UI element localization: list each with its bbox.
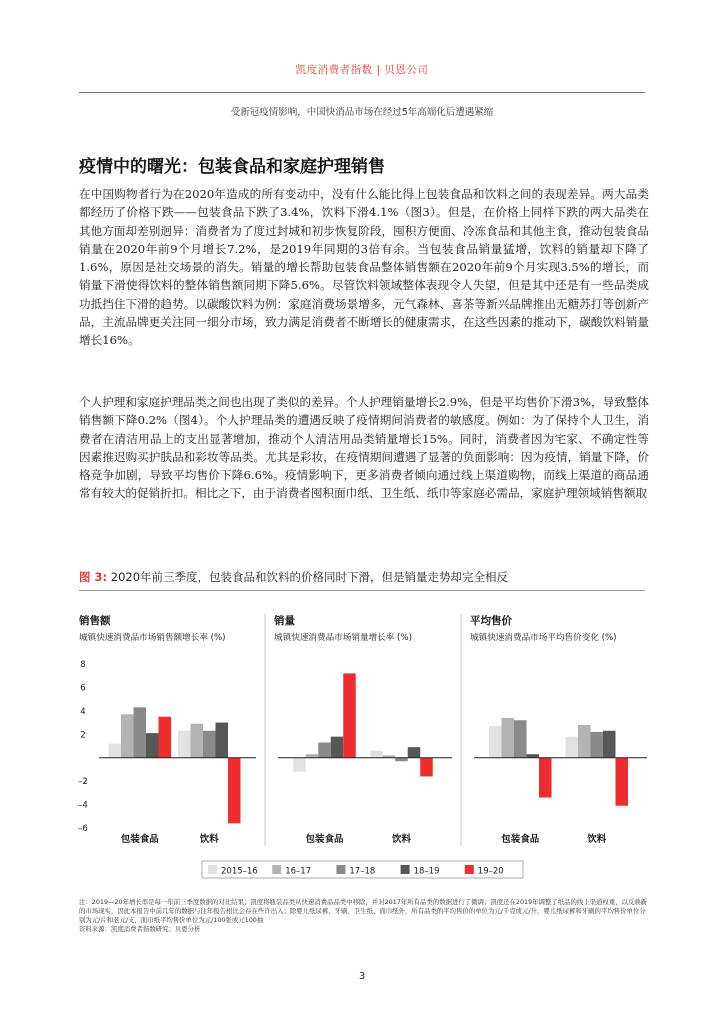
y-tick-label: –4 (78, 800, 88, 811)
bar-3-1-2 (502, 718, 515, 758)
bar-1-2-2 (191, 724, 204, 758)
bar-1-2-4 (216, 723, 229, 758)
legend-label-4: 18–19 (413, 866, 440, 877)
bar-1-2-1 (178, 731, 191, 758)
figure-title (79, 569, 508, 585)
bar-2-1-4 (331, 737, 344, 758)
bar-2-2-3 (395, 758, 408, 762)
bar-2-2-4 (408, 747, 421, 758)
x-category-label: 包装食品 (501, 834, 540, 845)
bar-3-1-1 (489, 726, 502, 758)
bar-2-1-5 (343, 673, 356, 757)
legend-label-5: 19–20 (477, 866, 504, 877)
bar-2-2-5 (420, 758, 433, 777)
y-tick-label: –6 (78, 824, 88, 834)
y-tick-label: 4 (80, 706, 86, 717)
bar-1-1-3 (134, 707, 147, 757)
y-tick-label: –2 (78, 777, 88, 788)
header-subtitle: 受新冠疫情影响，中国快消品市场在经过5年高端化后遭遇紧缩 (230, 107, 494, 118)
bar-3-2-2 (578, 725, 591, 758)
legend-swatch-3 (336, 865, 345, 874)
chart-title-2: 销量 (274, 615, 295, 627)
bar-3-1-4 (527, 754, 540, 758)
bar-2-1-2 (306, 754, 319, 758)
section-title: 疫情中的曙光：包装食品和家庭护理销售 (79, 157, 385, 177)
header-brand: 凯度消费者指数 | 贝恩公司 (295, 64, 429, 76)
x-category-label: 包装食品 (120, 834, 159, 845)
figure-caption: 2020年前三季度，包装食品和饮料的价格同时下滑，但是销量走势却完全相反 (110, 570, 509, 584)
bar-1-1-1 (109, 744, 122, 758)
legend-label-2: 16–17 (285, 866, 312, 877)
bar-1-2-3 (203, 731, 216, 758)
body-paragraph-1: 在中国购物者行为在2020年造成的所有变动中，没有什么能比得上包装食品和饮料之间的表现差异。两大品类都经历了价格下跌——包装食品下跌了3.4%，饮料下滑4.1%（图3）。但是，在价格上同样下跌的两大品类在其他方面却差别迥异：消费者为了度过封城和初步恢复阶段，囤积方便面、冷冻食品和其他主食，推动包装食品销量在2020年前9个月增长7.2%，是2019年同期的3倍有余。当包装食品销量猛增，饮料的销量却下降了1.6%，原因是社交场景的消失。销量的增长帮助包装食品整体销售额在2020年前9个月实现3.5%的增长，而销量下滑使得饮料的整体销售额同期下降5.6%。尽管饮料领域整体表现令人失望，但是其中还是有一些品类成功抵挡住下滑的趋势。以碳酸饮料为例：家庭消费场景增多，元气森林、喜茶等新兴品牌推出无糖苏打等创新产品，主流品牌更关注同一细分市场，致力满足消费者不断增长的健康需求，在这些因素的推动下，碳酸饮料销量增长16%。 (79, 187, 649, 348)
figure-number: 图 3: (79, 570, 108, 584)
y-tick-label: 2 (80, 730, 86, 741)
bar-3-2-3 (591, 732, 604, 758)
bar-2-2-1 (370, 751, 383, 758)
bar-3-1-5 (539, 758, 552, 798)
source-note: 资料来源：凯度消费者指数研究；贝恩分析 (79, 925, 201, 933)
page-number: 3 (358, 971, 366, 982)
legend-swatch-1 (208, 865, 217, 874)
footnote: 注：2019—20年增长率是每一年前三季度数据的对比结果；凯度将瓶装品类从快速消费品品类中移除，并对2017年所有品类的数据进行了微调；凯度还在2019年调整了纸品的线上渠道权重，以反映新的市场现实，因此本报告中前几年的数据与往年报告相比会存在些许出入；除婴儿纸尿裤、牙刷、卫生纸、面巾纸外，所有品类的平均售价的单位为元/千克或元/升，婴儿纸尿裤和牙刷的平均售价单位分别为元/片和老元/支，面巾纸平均售价单位为元/100张或元100抽 (79, 898, 648, 924)
y-tick-label: 8 (80, 660, 86, 670)
legend-label-1: 2015–16 (221, 866, 258, 877)
bar-3-1-3 (514, 720, 527, 757)
y-tick-label: 6 (80, 683, 86, 694)
legend-swatch-2 (272, 865, 281, 874)
chart-subtitle-3: 城镇快速消费品市场平均售价变化 (%) (470, 633, 617, 643)
body-paragraph-2: 个人护理和家庭护理品类之间也出现了类似的差异。个人护理销量增长2.9%，但是平均售价下滑3%，导致整体销售额下降0.2%（图4）。个人护理品类的遭遇反映了疫情期间消费者的敏感度。例如：为了保持个人卫生，消费者在清洁用品上的支出显著增加，推动个人清洁用品类销量增长15%。同时，消费者因为宅家、不确定性等因素推迟购买护肤品和彩妆等品类。尤其是彩妆，在疫情期间遭遇了显著的负面影响：因为疫情，销量下降，价格竞争加剧，导致平均售价下降6.6%。疫情影响下，更多消费者倾向通过线上渠道购物，而线上渠道的商品通常有较大的促销折扣。相比之下，由于消费者囤积面巾纸、卫生纸、纸巾等家庭必需品，家庭护理领域销售额取 (79, 395, 649, 501)
x-category-label: 饮料 (587, 834, 607, 845)
bar-1-1-5 (159, 717, 172, 758)
bar-3-2-4 (603, 731, 616, 758)
header-divider (79, 92, 645, 93)
figure-3-charts (0, 600, 724, 890)
notes-block (79, 898, 649, 934)
bar-2-1-3 (318, 742, 331, 757)
chart-subtitle-2: 城镇快速消费品市场销量增长率 (%) (274, 633, 412, 643)
bar-2-1-1 (293, 758, 306, 772)
bar-1-1-2 (121, 714, 134, 757)
x-category-label: 饮料 (391, 834, 412, 845)
bar-1-1-4 (146, 733, 159, 758)
bar-3-2-1 (566, 737, 579, 758)
x-category-label: 饮料 (199, 834, 219, 845)
legend-label-3: 17–18 (349, 866, 376, 877)
legend-swatch-5 (465, 865, 474, 874)
legend-swatch-4 (401, 865, 410, 874)
chart-title-3: 平均售价 (470, 615, 512, 627)
bar-3-2-5 (616, 758, 629, 806)
x-category-label: 包装食品 (305, 834, 344, 845)
chart-subtitle-1: 城镇快速消费品市场销售额增长率 (%) (79, 633, 226, 643)
bar-1-2-5 (228, 758, 241, 824)
figure-divider (79, 590, 645, 591)
chart-title-1: 销售额 (79, 615, 111, 627)
